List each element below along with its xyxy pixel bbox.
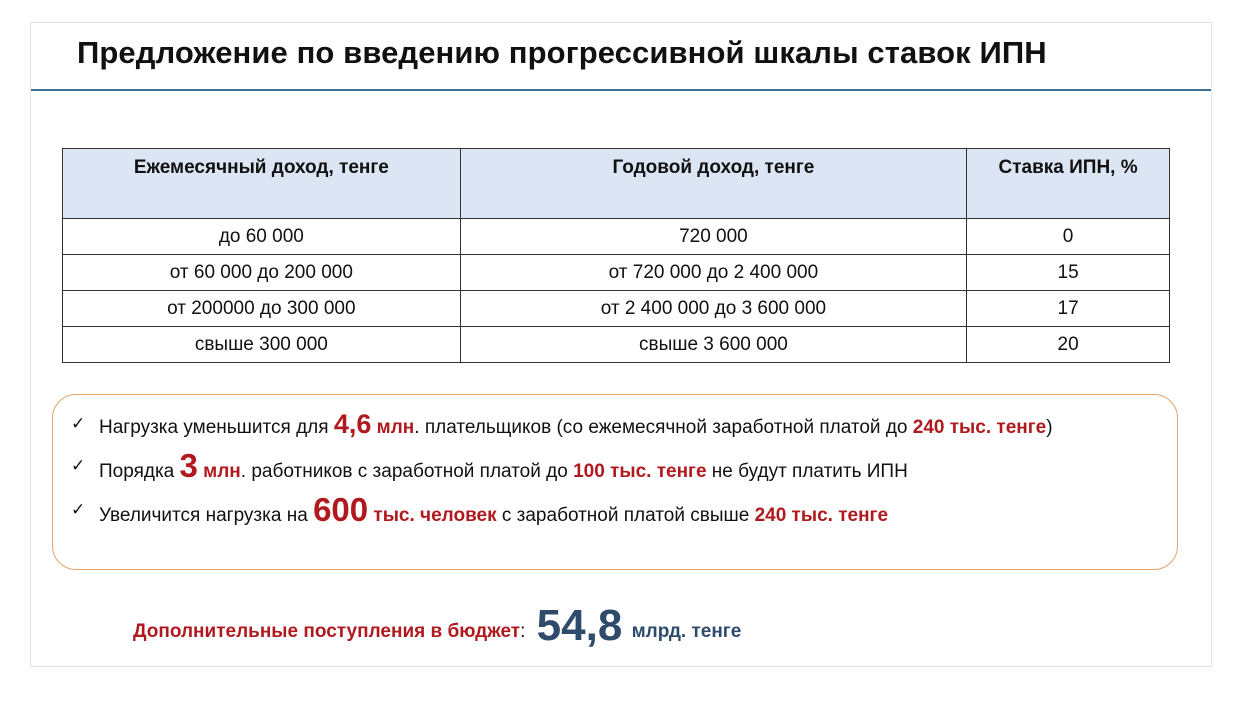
monthly-income-cell: до 60 000	[63, 219, 461, 255]
annual-income-cell: свыше 3 600 000	[460, 327, 966, 363]
checkmark-icon: ✓	[71, 500, 86, 519]
note-text: с заработной платой свыше	[496, 505, 755, 526]
tax-rate-table	[62, 148, 1170, 363]
highlight-amount: 240 тыс. тенге	[912, 417, 1047, 438]
annual-income-cell: 720 000	[460, 219, 966, 255]
column-header-monthly-income: Ежемесячный доход, тенге	[63, 149, 461, 219]
tax-rate-cell: 20	[967, 327, 1170, 363]
highlight-number: 3	[179, 447, 198, 484]
highlight-number: 600	[313, 491, 369, 528]
key-point-exempt-workers	[69, 447, 1159, 487]
note-text: Нагрузка уменьшится для	[99, 417, 334, 438]
note-text: не будут платить ИПН	[706, 461, 908, 482]
highlight-unit: тыс. человек	[368, 505, 497, 526]
highlight-unit: млн	[371, 417, 415, 438]
tax-rate-cell: 15	[967, 255, 1170, 291]
table-row	[63, 219, 1170, 255]
annual-income-cell: от 720 000 до 2 400 000	[460, 255, 966, 291]
budget-summary	[133, 601, 741, 651]
note-text: )	[1046, 417, 1053, 438]
note-text: Увеличится нагрузка на	[99, 505, 314, 526]
monthly-income-cell: свыше 300 000	[63, 327, 461, 363]
note-text: . работников с заработной платой до	[240, 461, 574, 482]
monthly-income-cell: от 200000 до 300 000	[63, 291, 461, 327]
tax-rate-cell: 17	[967, 291, 1170, 327]
monthly-income-cell: от 60 000 до 200 000	[63, 255, 461, 291]
annual-income-cell: от 2 400 000 до 3 600 000	[460, 291, 966, 327]
column-header-tax-rate: Ставка ИПН, %	[967, 149, 1170, 219]
checkmark-icon: ✓	[71, 414, 86, 433]
checkmark-icon: ✓	[71, 456, 86, 475]
table-header-row	[63, 149, 1170, 219]
tax-rate-cell: 0	[967, 219, 1170, 255]
table-row	[63, 255, 1170, 291]
highlight-amount: 240 тыс. тенге	[754, 505, 889, 526]
budget-colon: :	[520, 621, 526, 642]
table-row	[63, 327, 1170, 363]
slide-title: Предложение по введению прогрессивной шкалы ставок ИПН	[77, 35, 1047, 70]
title-divider	[31, 89, 1211, 91]
slide	[30, 22, 1212, 667]
budget-unit: млрд. тенге	[631, 621, 742, 642]
budget-value: 54,8	[536, 601, 623, 650]
key-point-burden-increase	[69, 491, 1159, 531]
key-points-box	[52, 394, 1178, 570]
highlight-amount: 100 тыс. тенге	[573, 461, 707, 482]
note-text: Порядка	[99, 461, 180, 482]
key-point-burden-decrease	[69, 409, 1159, 443]
highlight-number: 4,6	[333, 409, 372, 439]
budget-label: Дополнительные поступления в бюджет	[133, 621, 521, 642]
table-row	[63, 291, 1170, 327]
column-header-annual-income: Годовой доход, тенге	[460, 149, 966, 219]
note-text: . плательщиков (со ежемесячной заработной платой до	[414, 417, 913, 438]
highlight-unit: млн	[197, 461, 241, 482]
